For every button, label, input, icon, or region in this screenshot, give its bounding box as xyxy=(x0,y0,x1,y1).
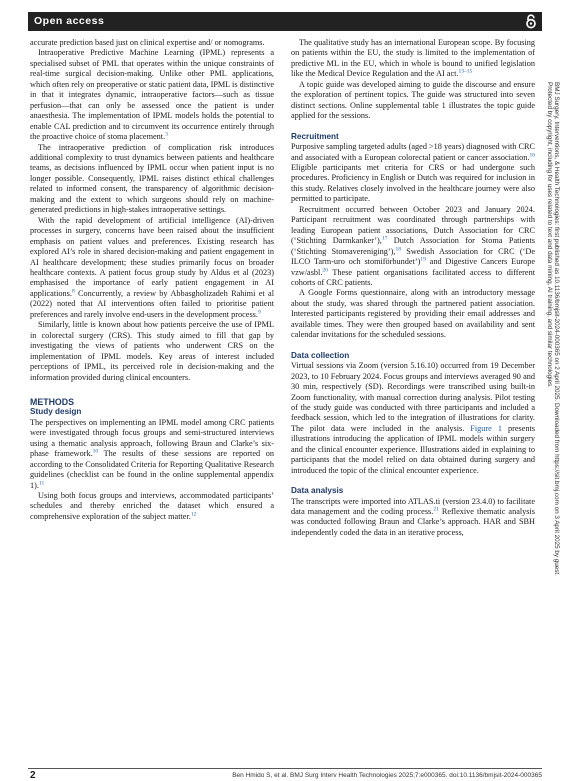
data-analysis-heading: Data analysis xyxy=(291,486,344,496)
paragraph: The qualitative study has an international European scope. By focusing on patients within the EU, the study is limited to the implementation of predictive ML in the EU, which in whole is bound to unified legislation like the Medical Device Regulation and the AI act.$^{13-15}$ xyxy=(291,38,535,79)
paragraph: Similarly, little is known about how patients perceive the use of IPML in colorectal surgery (CRS). This study aimed to fill that gap by investigating the views of patients who underwent CRS on the implementation of IPML models. Key areas of interest included perceptions of IPML, its perceived role in decision-making and the information provided during clinical encounters. xyxy=(30,320,274,382)
paragraph: The perspectives on implementing an IPML model among CRC patients were investigated through focus groups and semi-structured interviews using a thematic analysis approach, following Braun and Clarke’s six-phase framework.$^{10}$ The results of these sessions are reported on according to the Consolidated Criteria for Reporting Qualitative Research guidelines (checklist can be found in the online supplemental appendix 1).$^{11}$ xyxy=(30,417,274,490)
reference-link[interactable]: 13–15 xyxy=(458,68,473,75)
open-access-lock-icon xyxy=(524,14,538,29)
open-access-label: Open access xyxy=(34,15,105,27)
reference-link[interactable]: 3 xyxy=(165,131,168,138)
paragraph: Virtual sessions via Zoom (version 5.16.10) occurred from 19 December 2023, to 10 February 2024. Focus groups and interviews averaged 90 and 30 min, respectively (SD). Recordings were transcribed using built-in Zoom functionality, with manual correction during analysis. Pilot testing of the study guide was conducted with three participants and included a feedback session, which led to the integration of illustrations for clarity. The pilot data were included in the analysis. Figure 1 presents illustrations introducing the application of IPML models within surgery and the clinical encounter experience. Illustrations aided in explaining to participants that the model relied on data obtained during surgery and introduced the topic of the clinical encounter experience. xyxy=(291,361,535,475)
paragraph: Using both focus groups and interviews, accommodated participants’ schedules and thereby enriched the dataset which ensured a comprehensive exploration of the subject matter.$^{12}$ xyxy=(30,491,274,521)
paragraph: With the rapid development of artificial intelligence (AI)-driven processes in surgery, concerns have been raised about the insufficient emphasis on patient values and preferences. Existing research has explored AI’s role in shared decision-making and patient engagement in AI healthcare development; these studies primarily focus on broader healthcare contexts. A patient focus group study by Aldus et al (2023) emphasised the importance of early patient engagement in AI applications.$^8$ Concurrently, a review by Abbasgholizadeh Rahimi et al (2022) noted that AI interventions often failed to prioritise patient preferences and rarely involve end-users in the development process.$^9$ xyxy=(30,215,274,319)
methods-heading: METHODS xyxy=(30,396,74,407)
study-design-heading: Study design xyxy=(30,407,82,417)
reference-link[interactable]: 8 xyxy=(71,288,75,295)
sidebar-publication-note: BMJ Surgery, Interventions, & Health Technologies: first published as 10.1136/bmjsit-2024-000365 on 2 April 2025. Downloaded from https://sit.bmj.com on 3 April 2025 by guest. xyxy=(553,82,560,576)
reference-link[interactable]: 12 xyxy=(190,511,197,518)
sidebar-copyright-note: Protected by copyright, including for uses related to text and data mining, AI training, and similar technologies. xyxy=(545,82,553,388)
paragraph: The transcripts were imported into ATLAS.ti (version 23.4.0) to facilitate data management and the coding process.$^{21}$ Reflexive thematic analysis was conducted following Braun and Clarke’s approach. HAR and SBH independently coded the data in an iterative process, xyxy=(291,496,535,537)
reference-link[interactable]: 21 xyxy=(433,506,439,513)
copyright-sidebar xyxy=(546,82,560,752)
recruitment-heading: Recruitment xyxy=(291,131,339,141)
figure-1-link[interactable]: Figure 1 xyxy=(470,423,502,433)
reference-link[interactable]: 20 xyxy=(322,266,328,273)
paragraph: accurate prediction based just on clinical expertise and/ or nomograms. xyxy=(30,38,265,47)
paragraph: A topic guide was developed aiming to guide the discourse and ensure the exploration of pertinent topics. The guide was structured into seven distinct sections. Online supplemental table 1 illustrates the topic guide applied for the sessions. xyxy=(291,79,535,121)
left-column xyxy=(30,38,274,522)
reference-link[interactable]: 9 xyxy=(257,309,261,316)
paragraph: The intraoperative prediction of complication risk introduces additional complexity to trust dynamics between patients and healthcare teams, as decisions influenced by IPML occur when patient input is no longer possible. Consequently, IPML raises distinct ethical challenges related to informed consent, the transparency of algorithmic decision-making and the extent to which surgeons should rely on machine-generated predictions in high-stakes intraoperative settings. xyxy=(30,142,274,215)
paragraph: Intraoperative Predictive Machine Learning (IPML) represents a specialised subset of PML that operates within the unique constraints of real-time surgical decision-making. Unlike other PML applications, which often rely on preoperative or static patient data, IPML is distinctive in that it integrates dynamic, intraoperative factors—such as tissue perfusion—that can only be assessed once the patient is under anaesthesia. The implementation of IPML models holds the potential to enable CAL prediction and to circumvent its occurrence entirely through the proactive choice of stoma placement.$^3$ xyxy=(30,48,274,142)
page-number: 2 xyxy=(30,770,36,781)
right-column xyxy=(291,38,535,538)
reference-link[interactable]: 10 xyxy=(92,448,99,455)
open-access-banner xyxy=(28,12,542,31)
reference-link[interactable]: 16 xyxy=(529,151,535,158)
reference-link[interactable]: 19 xyxy=(420,256,426,263)
reference-link[interactable]: 17 xyxy=(381,235,388,242)
reference-link[interactable]: 18 xyxy=(395,245,401,252)
paragraph: Purposive sampling targeted adults (aged >18 years) diagnosed with CRC and associated with a European colorectal patient or cancer association.$^{16}$ Eligible participants met criteria for CRS or had undergone such procedures. Proficiency in English or Dutch was required for inclusion in this study. Relatives closely involved in the healthcare journey were also permitted to participate. xyxy=(291,142,535,204)
reference-link[interactable]: 11 xyxy=(38,479,45,486)
footer-divider xyxy=(28,768,542,769)
data-collection-heading: Data collection xyxy=(291,350,350,360)
paragraph: Recruitment occurred between October 2023 and January 2024. Participant recruitment was coordinated through partnerships with leading European patient associations, Dutch Association for CRC (‘Stichting Darmkanker’),$^{17}$ Dutch Association for Stoma Patients (‘Stichting Stomavereniging’),$^{18}$ Swedish Association for CRC (‘De ILCO Tarm-uro och stomiförbundet’)$^{19}$ and Digestive Cancers Europe vzw/asbl.$^{20}$ These patient organisations facilitated access to different cohorts of CRC patients. xyxy=(291,204,536,287)
article-citation: Ben Hmido S, et al. BMJ Surg Interv Health Technologies 2025;7:e000365. doi:10.1136/bmjsit-2024-000365 xyxy=(232,772,542,779)
paragraph: A Google Forms questionnaire, along with an introductory message about the study, was shared through the partnered patient association. Interested participants registered by providing their email addresses and available times. They were then grouped based on availability and sent calendar invitations for the scheduled sessions. xyxy=(291,288,535,340)
